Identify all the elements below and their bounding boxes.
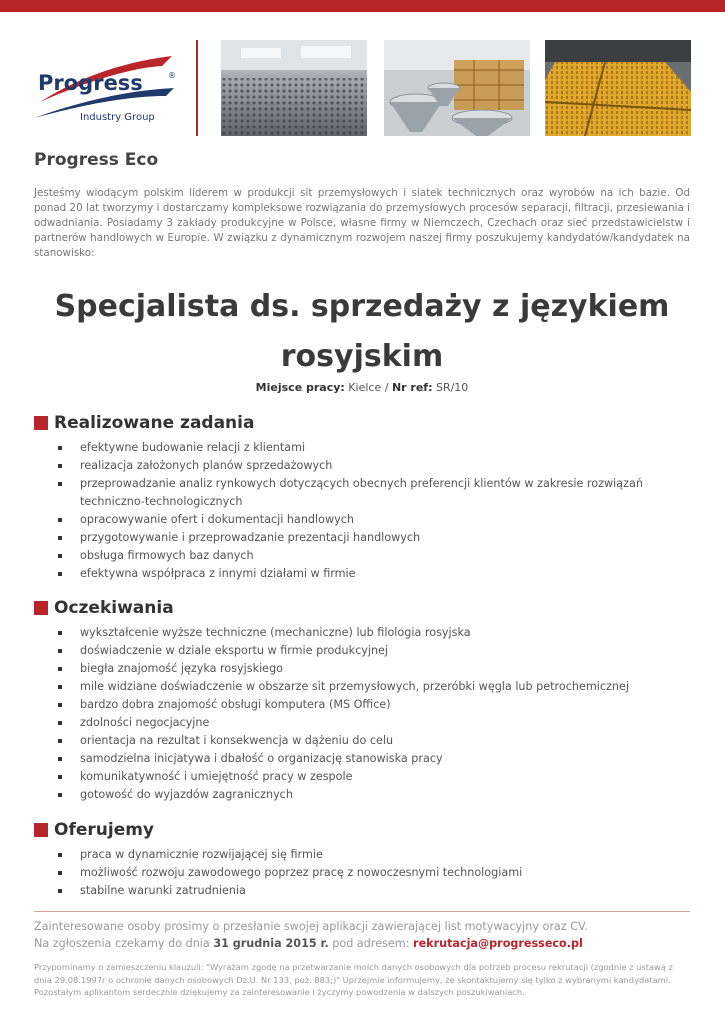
section-square-icon bbox=[34, 416, 48, 430]
location-value: Kielce bbox=[348, 381, 382, 394]
list-item: komunikatywność i umiejętność pracy w zespole bbox=[58, 768, 698, 786]
factory-hoppers-photo bbox=[384, 40, 530, 136]
list-item: zdolności negocjacyjne bbox=[58, 714, 698, 732]
svg-text:Industry Group: Industry Group bbox=[80, 112, 155, 123]
job-title-line2: rosyjskim bbox=[280, 339, 444, 374]
meta-separator: / bbox=[384, 381, 389, 394]
list-item: bardzo dobra znajomość obsługi komputera (MS Office) bbox=[58, 696, 698, 714]
job-title-line1: Specjalista ds. sprzedaży z językiem bbox=[54, 289, 670, 324]
section-offer-heading: Oferujemy bbox=[34, 820, 154, 840]
section-square-icon bbox=[34, 823, 48, 837]
email-link[interactable]: rekrutacja@progresseco.pl bbox=[413, 937, 583, 950]
deadline: 31 grudnia 2015 r. bbox=[213, 937, 329, 950]
list-item: samodzielna inicjatywa i dbałość o organizację stanowiska pracy bbox=[58, 750, 698, 768]
list-item: przygotowywanie i przeprowadzanie prezentacji handlowych bbox=[58, 529, 698, 547]
list-item: gotowość do wyjazdów zagranicznych bbox=[58, 786, 698, 804]
header-divider bbox=[196, 40, 198, 136]
job-meta bbox=[34, 381, 690, 394]
offer-list bbox=[58, 846, 698, 900]
list-item: możliwość rozwoju zawodowego poprzez pracę z nowoczesnymi technologiami bbox=[58, 864, 698, 882]
section-tasks-heading: Realizowane zadania bbox=[34, 413, 254, 433]
section-expectations-heading: Oczekiwania bbox=[34, 598, 174, 618]
sieve-perforated-plate-photo bbox=[221, 40, 367, 136]
job-title bbox=[34, 282, 690, 382]
yellow-polyurethane-screens-photo bbox=[545, 40, 691, 136]
contact-line2: Na zgłoszenia czekamy do dnia 31 grudnia 2015 r. pod adresem: rekrutacja@progresseco.pl bbox=[34, 937, 583, 950]
list-item: obsługa firmowych baz danych bbox=[58, 547, 698, 565]
contact-info bbox=[34, 918, 694, 952]
section-square-icon bbox=[34, 601, 48, 615]
list-item: stabilne warunki zatrudnienia bbox=[58, 882, 698, 900]
list-item: efektywne budowanie relacji z klientami bbox=[58, 439, 698, 457]
location-label: Miejsce pracy: bbox=[255, 381, 345, 394]
list-item: orientacja na rezultat i konsekwencja w dążeniu do celu bbox=[58, 732, 698, 750]
list-item: praca w dynamicznie rozwijającej się firmie bbox=[58, 846, 698, 864]
list-item: opracowywanie ofert i dokumentacji handlowych bbox=[58, 511, 698, 529]
gdpr-clause: Przypominamy o zamieszczeniu klauzuli: "Wyrażam zgodę na przetwarzanie moich danych osobowych dla potrzeb procesu rekrutacji (zgodnie z ustawą z dnia 29.08.1997r o ochronie danych osobowych Dz.U. Nr 133, poz. 883;)" Uprzejmie informujemy, że skontaktujemy się tylko z wybranymi kandydatami. Pozostałym aplikantom serdecznie dziękujemy za zainteresowanie i życzymy powodzenia w dalszych poszukiwaniach. bbox=[34, 962, 673, 997]
list-item: realizacja założonych planów sprzedażowych bbox=[58, 457, 698, 475]
tasks-list bbox=[58, 439, 698, 583]
contact-line1: Zainteresowane osoby prosimy o przesłanie swojej aplikacji zawierającej list motywacyjny oraz CV. bbox=[34, 920, 588, 933]
list-item: mile widziane doświadczenie w obszarze sit przemysłowych, przeróbki węgla lub petrochemicznej bbox=[58, 678, 698, 696]
ref-label: Nr ref: bbox=[391, 381, 433, 394]
top-accent-bar bbox=[0, 0, 725, 12]
svg-text:®: ® bbox=[168, 71, 176, 80]
list-item: biegła znajomość języka rosyjskiego bbox=[58, 660, 698, 678]
svg-text:Progress: Progress bbox=[38, 71, 143, 95]
expectations-list bbox=[58, 624, 698, 804]
list-item: doświadczenie w dziale eksportu w firmie produkcyjnej bbox=[58, 642, 698, 660]
footer-divider bbox=[34, 911, 690, 912]
list-item: przeprowadzanie analiz rynkowych dotyczących obecnych preferencji klientów w zakresie rozwiązań techniczno-technologicznych bbox=[58, 475, 698, 511]
company-intro: Jesteśmy wiodącym polskim liderem w produkcji sit przemysłowych i siatek technicznych oraz wyrobów na ich bazie. Od ponad 20 lat tworzymy i dostarczamy kompleksowe rozwiązania do przemysłowych procesów separacji, filtracji, przesiewania i odwadniania. Posiadamy 3 zakłady produkcyjne w Polsce, własne firmy w Niemczech, Czechach oraz sieć przedstawicielstw i partnerów handlowych w Europie. W związku z dynamicznym rozwojem naszej firmy poszukujemy kandydatów/kandydatek na stanowisko: bbox=[34, 187, 690, 259]
list-item: wykształcenie wyższe techniczne (mechaniczne) lub filologia rosyjska bbox=[58, 624, 698, 642]
list-item: efektywna współpraca z innymi działami w firmie bbox=[58, 565, 698, 583]
progress-logo bbox=[30, 50, 180, 130]
company-name: Progress Eco bbox=[34, 150, 159, 170]
ref-value: SR/10 bbox=[435, 381, 469, 394]
